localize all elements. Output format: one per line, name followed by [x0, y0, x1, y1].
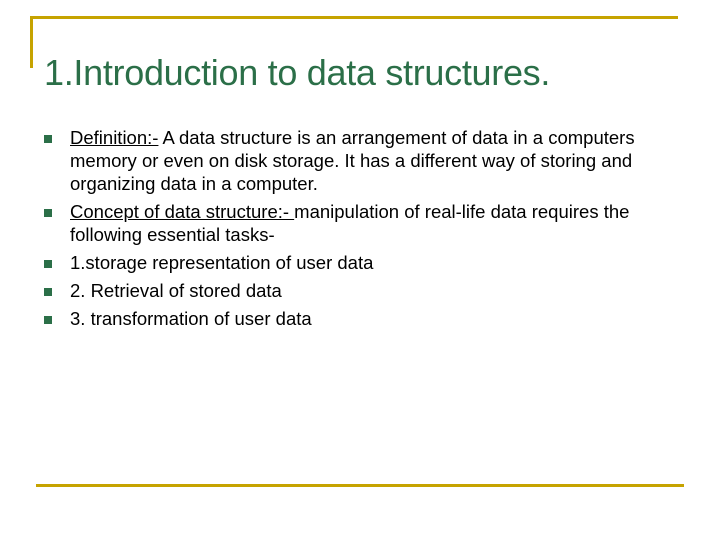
bullet-item-definition [44, 126, 684, 195]
square-bullet-icon [44, 135, 52, 143]
bullet-text: 3. transformation of user data [70, 308, 312, 329]
bullet-label: Concept of data structure:- [70, 201, 295, 222]
frame-top-line [30, 16, 678, 19]
square-bullet-icon [44, 316, 52, 324]
bullet-text: 1.storage representation of user data [70, 252, 374, 273]
bullet-item-storage [44, 251, 684, 274]
bullet-text: A data structure is an arrangement of data in a computers memory or even on disk storage. It has a different way of storing and organizing data in a computer. [70, 127, 635, 194]
frame-bottom-line [36, 484, 684, 487]
bullet-item-retrieval [44, 279, 684, 302]
bullet-text: 2. Retrieval of stored data [70, 280, 282, 301]
frame-left-line [30, 16, 33, 68]
bullet-list [44, 126, 684, 330]
square-bullet-icon [44, 260, 52, 268]
bullet-label: Definition:- [70, 127, 159, 148]
bullet-text: manipulation of real-life data requires the following essential tasks- [70, 201, 630, 245]
square-bullet-icon [44, 209, 52, 217]
bullet-item-concept [44, 200, 684, 246]
square-bullet-icon [44, 288, 52, 296]
slide-title: 1.Introduction to data structures. [44, 52, 551, 94]
bullet-item-transformation [44, 307, 684, 330]
